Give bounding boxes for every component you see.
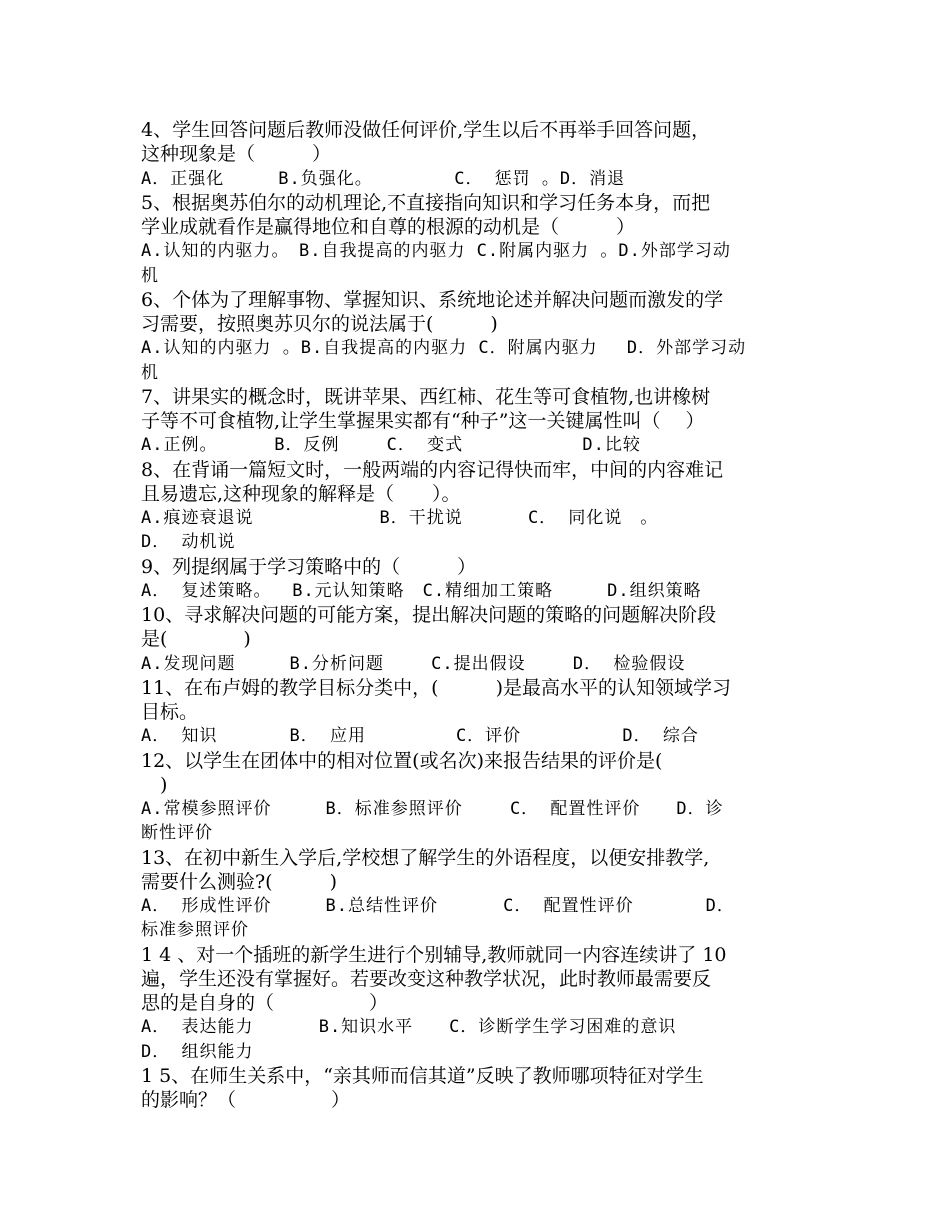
answer-options-line: 机 xyxy=(141,362,159,383)
answer-options-line: A.认知的内驱力 。B.自我提高的内驱力 C．附属内驱力 D．外部学习动 xyxy=(141,338,747,359)
question-text-line: 12、以学生在团体中的相对位置(或名次)来报告结果的评价是( xyxy=(141,749,663,772)
answer-options-line: D． 动机说 xyxy=(141,532,236,553)
question-text-line: 遍，学生还没有掌握好。若要改变这种教学状况，此时教师最需要反 xyxy=(141,967,712,990)
answer-options-line: A． 形成性评价 B.总结性评价 C． 配置性评价 D． xyxy=(141,896,735,916)
question-text-line: 6、个体为了理解事物、掌握知识、系统地论述并解决问题而激发的学 xyxy=(141,288,724,311)
question-text-line: 思的是自身的（ ） xyxy=(141,992,389,1014)
question-text-line: 9、列提纲属于学习策略中的（ ） xyxy=(141,555,477,578)
question-text-line: 这种现象是（ ） xyxy=(141,143,332,166)
question-text-line: ) xyxy=(141,773,168,796)
question-text-line: 且易遗忘,这种现象的解释是（ ）。 xyxy=(141,482,461,505)
answer-options-line: D． 组织能力 xyxy=(141,1041,254,1062)
question-text-line: 1 5、在师生关系中，“亲其师而信其道”反映了教师哪项特征对学生 xyxy=(141,1064,704,1087)
question-text-line: 1 4 、对一个插班的新学生进行个别辅导,教师就同一内容连续讲了 10 xyxy=(141,943,727,966)
question-text-line: 学业成就看作是赢得地位和自尊的根源的动机是（ ） xyxy=(141,216,636,238)
question-text-line: 11、在布卢姆的教学目标分类中，( )是最高水平的认知领域学习 xyxy=(141,676,732,699)
answer-options-line: A.痕迹衰退说 B．干扰说 C． 同化说 。 xyxy=(141,508,659,528)
answer-options-line: A.常模参照评价 B．标准参照评价 C． 配置性评价 D．诊 xyxy=(141,799,724,819)
question-text-line: 10、寻求解决问题的可能方案，提出解决问题的策略的问题解决阶段 xyxy=(141,604,717,626)
question-text-line: 子等不可食植物,让学生掌握果实都有“种子”这一关键属性叫（ ） xyxy=(141,410,705,432)
question-text-line: 是( ) xyxy=(141,628,251,651)
question-text-line: 需要什么测验?( ) xyxy=(141,870,338,893)
question-text-line: 8、在背诵一篇短文时，一般两端的内容记得快而牢，中间的内容难记 xyxy=(141,458,724,481)
answer-options-line: A． 知识 B． 应用 C．评价 D． 综合 xyxy=(141,726,699,747)
question-text-line: 5、根据奥苏伯尔的动机理论,不直接指向知识和学习任务本身，而把 xyxy=(141,191,711,214)
answer-options-line: 机 xyxy=(141,265,159,286)
question-text-line: 习需要，按照奥苏贝尔的说法属于( ) xyxy=(141,313,498,335)
answer-options-line: A．正强化 B.负强化。 C． 惩罚 。D．消退 xyxy=(141,168,626,189)
question-text-line: 目标。 xyxy=(141,701,199,723)
answer-options-line: A.正例。 B．反例 C． 变式 D.比较 xyxy=(141,435,641,456)
question-text-line: 4、学生回答问题后教师没做任何评价,学生以后不再举手回答问题， xyxy=(141,119,711,141)
question-text-line: 7、讲果实的概念时，既讲苹果、西红柿、花生等可食植物,也讲橡树 xyxy=(141,385,711,408)
answer-options-line: A.认知的内驱力。 B.自我提高的内驱力 C.附属内驱力 。D.外部学习动 xyxy=(141,241,731,262)
answer-options-line: A． 表达能力 B.知识水平 C．诊断学生学习困难的意识 xyxy=(141,1017,677,1038)
answer-options-line: 断性评价 xyxy=(141,823,213,844)
answer-options-line: A． 复述策略。 B.元认知策略 C.精细加工策略 D.组织策略 xyxy=(141,580,702,601)
question-text-line: 13、在初中新生入学后,学校想了解学生的外语程度，以便安排教学, xyxy=(141,846,710,869)
answer-options-line: 标准参照评价 xyxy=(141,920,249,941)
question-text-line: 的影响？（ ） xyxy=(141,1089,351,1111)
answer-options-line: A.发现问题 B.分析问题 C.提出假设 D． 检验假设 xyxy=(141,653,686,674)
